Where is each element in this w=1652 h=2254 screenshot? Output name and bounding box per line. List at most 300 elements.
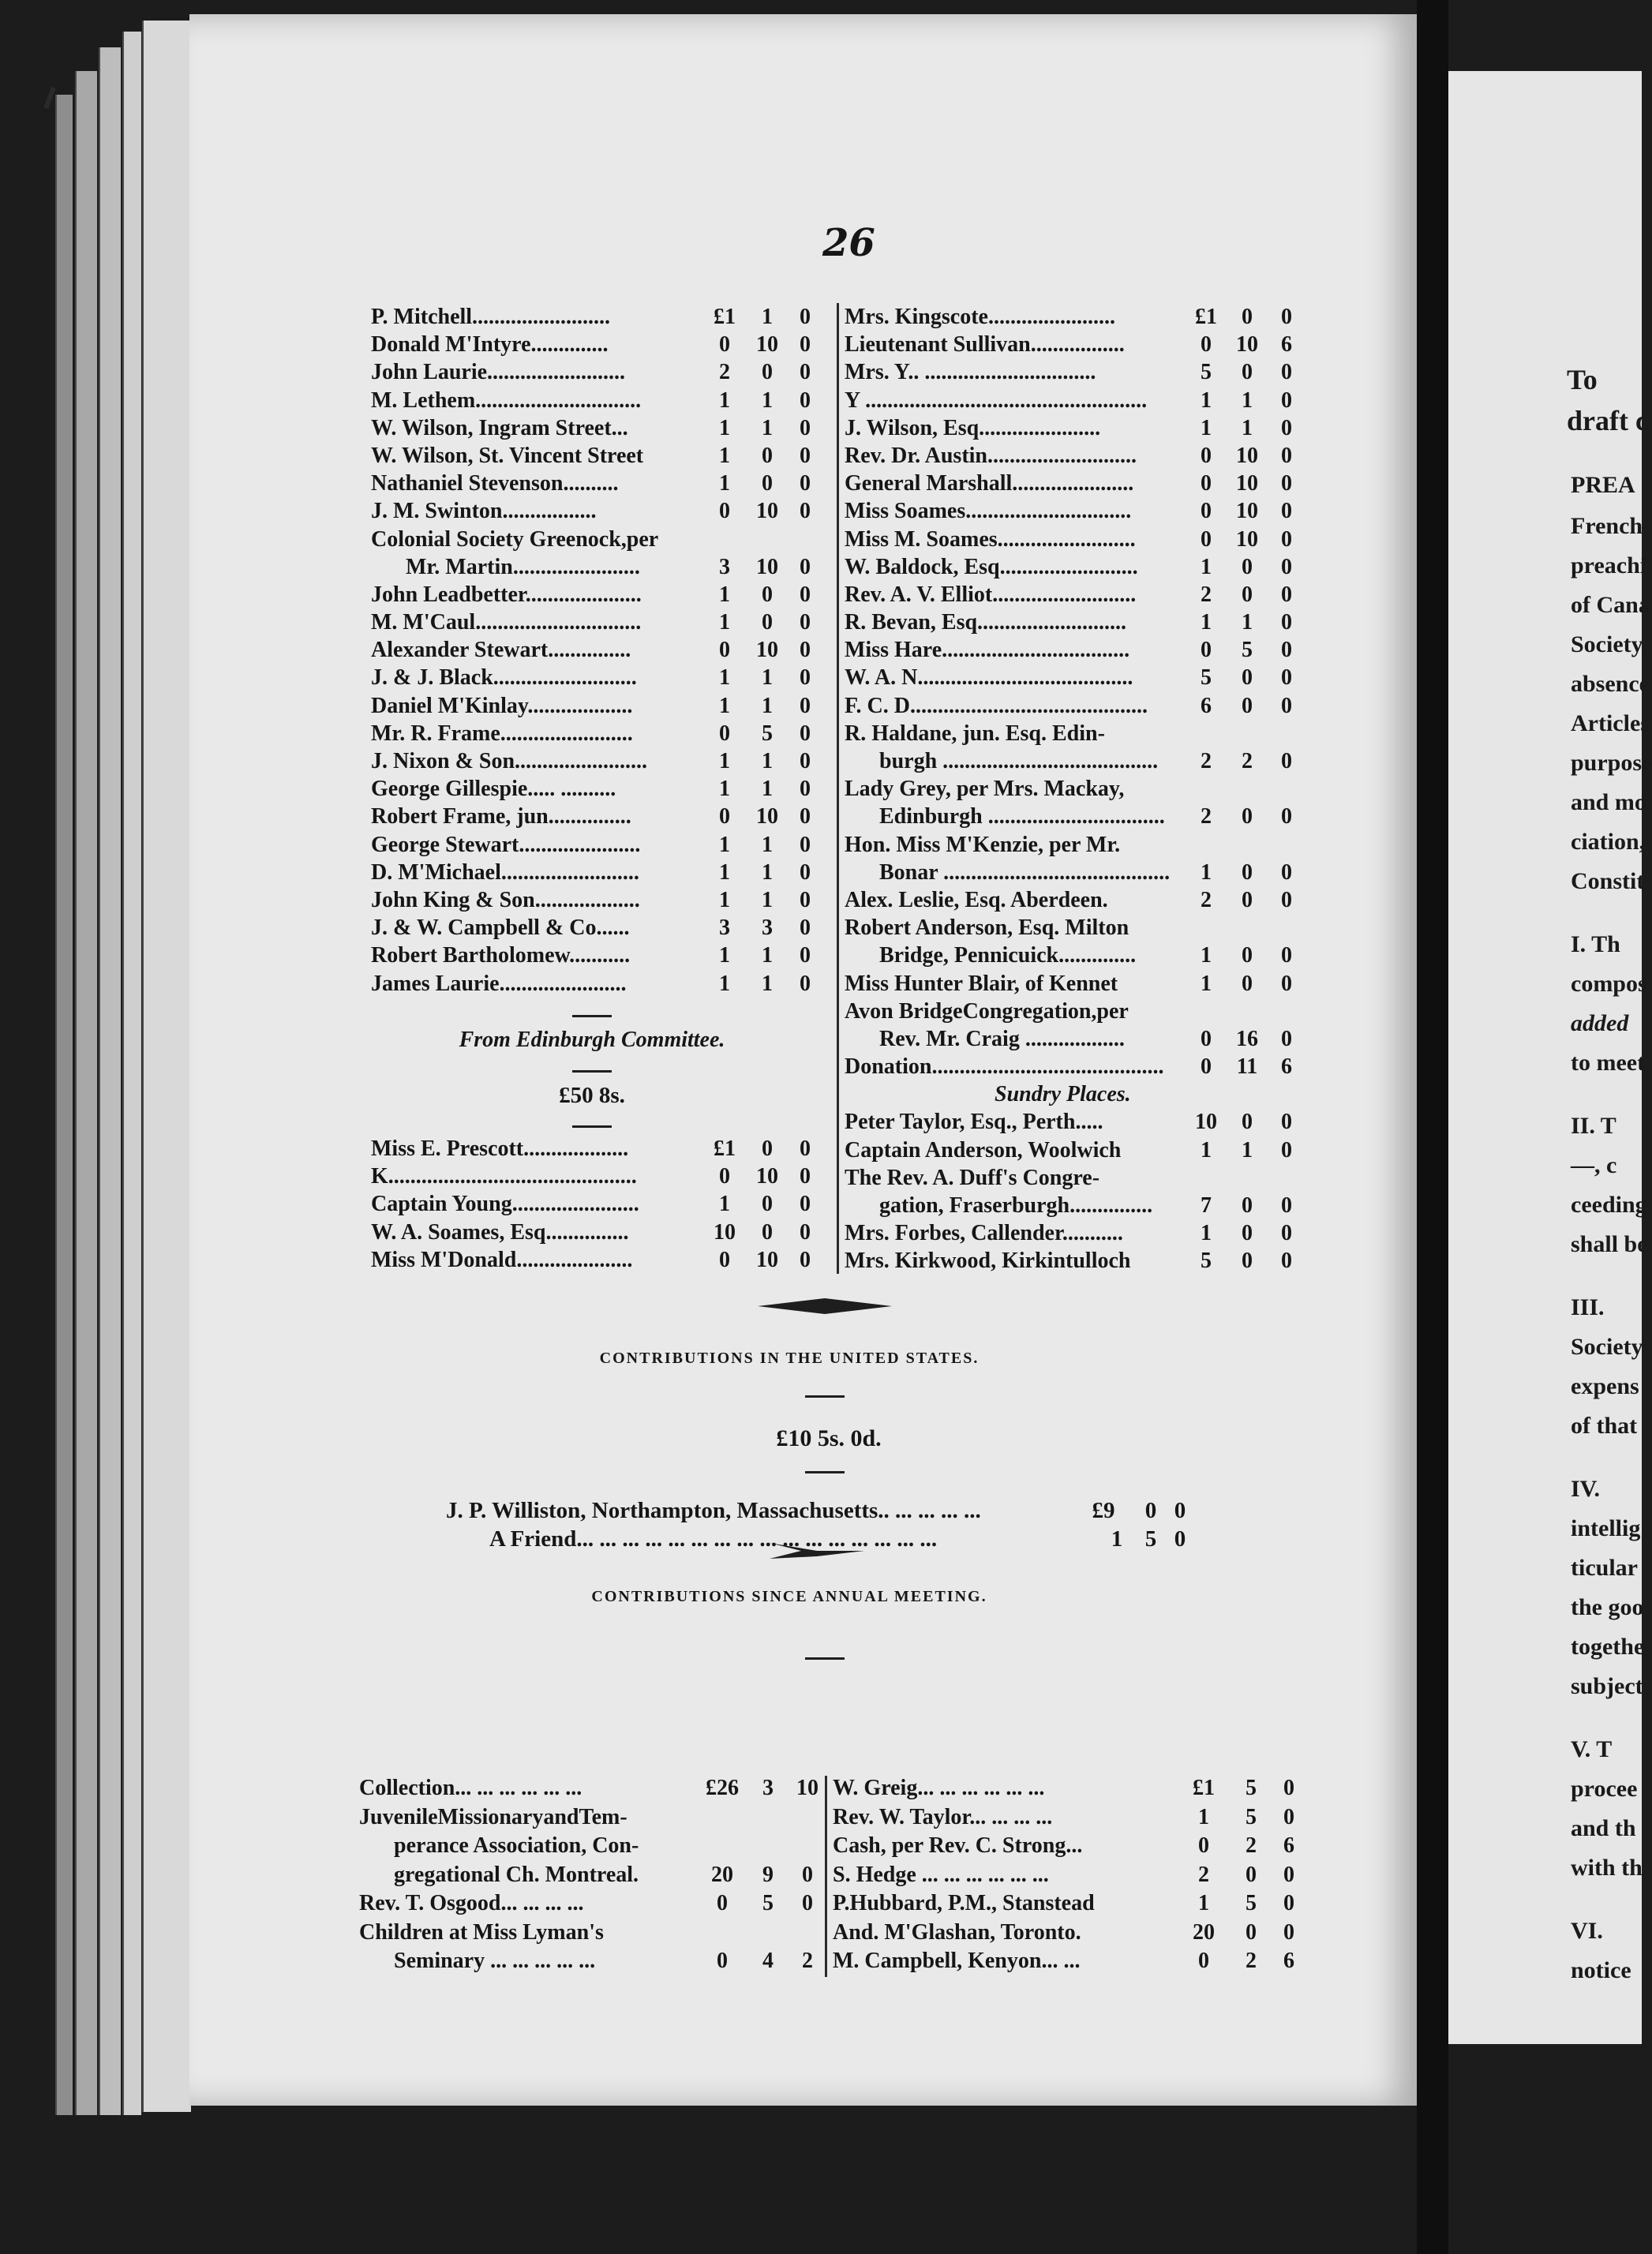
contribution-row bbox=[371, 859, 829, 886]
pence-amount: 0 bbox=[800, 1192, 811, 1217]
contribution-row bbox=[833, 1774, 1306, 1803]
shillings-amount: 0 bbox=[762, 1192, 773, 1217]
pence-amount: 0 bbox=[800, 305, 811, 329]
contribution-row bbox=[845, 553, 1310, 581]
pounds-amount: 0 bbox=[717, 1949, 728, 1973]
contribution-row bbox=[833, 1832, 1306, 1861]
shillings-amount: 10 bbox=[1236, 526, 1258, 552]
contribution-row bbox=[359, 1832, 825, 1861]
contribution-row bbox=[371, 831, 829, 859]
pence-amount: 0 bbox=[1283, 1862, 1294, 1887]
contribution-row bbox=[845, 914, 1310, 942]
pounds-amount: 3 bbox=[719, 915, 730, 941]
contributor-name: P. Mitchell......................... bbox=[371, 305, 611, 329]
shillings-amount: 0 bbox=[1242, 804, 1253, 829]
pence-amount: 0 bbox=[1281, 443, 1292, 468]
contributor-name: General Marshall...................... bbox=[845, 471, 1134, 496]
contribution-row bbox=[845, 414, 1310, 442]
contributor-name: J. Nixon & Son........................ bbox=[371, 749, 648, 773]
contributor-name: Daniel M'Kinlay................... bbox=[371, 693, 633, 718]
contribution-row bbox=[371, 1246, 829, 1274]
shillings-amount: 1 bbox=[762, 832, 773, 857]
shillings-amount: 0 bbox=[762, 443, 773, 468]
pence-amount: 0 bbox=[800, 554, 811, 579]
contribution-row bbox=[371, 1219, 829, 1246]
pence-amount: 6 bbox=[1281, 332, 1292, 358]
contributor-name: John Laurie......................... bbox=[371, 360, 626, 385]
contributor-name: M. Campbell, Kenyon... ... bbox=[833, 1949, 1081, 1973]
right-page-text-fragment: intellig bbox=[1571, 1515, 1641, 1541]
contribution-row bbox=[371, 358, 829, 386]
pence-amount: 0 bbox=[1281, 1026, 1292, 1051]
page-edge bbox=[122, 32, 141, 2115]
pence-amount: 0 bbox=[1281, 360, 1292, 385]
right-page-text-fragment: preachi bbox=[1571, 552, 1647, 578]
shillings-amount: 0 bbox=[1242, 1249, 1253, 1274]
contributor-name: Mrs. Y.. ............................... bbox=[845, 360, 1096, 385]
contribution-row bbox=[371, 1163, 829, 1190]
pence-amount: 0 bbox=[800, 832, 811, 857]
contribution-row bbox=[845, 1247, 1310, 1275]
contribution-row bbox=[845, 720, 1310, 747]
edinburgh-heading: From Edinburgh Committee. bbox=[459, 1028, 725, 1052]
contributor-name: Alex. Leslie, Esq. Aberdeen. bbox=[845, 887, 1108, 912]
contribution-row bbox=[359, 1889, 825, 1919]
right-page-text-fragment: IV. bbox=[1571, 1476, 1600, 1502]
shillings-amount: 10 bbox=[756, 1247, 778, 1272]
pounds-amount: 1 bbox=[719, 777, 730, 802]
pounds-amount: 0 bbox=[1201, 638, 1212, 663]
shillings-amount: 0 bbox=[1242, 1110, 1253, 1135]
contribution-row bbox=[845, 497, 1310, 525]
pounds-amount: 1 bbox=[1201, 859, 1212, 885]
pounds-amount: 1 bbox=[1111, 1526, 1123, 1552]
contributor-name: S. Hedge ... ... ... ... ... ... bbox=[833, 1862, 1049, 1887]
contributor-name: Captain Young....................... bbox=[371, 1192, 639, 1217]
contributor-name: J. Wilson, Esq...................... bbox=[845, 415, 1101, 440]
contributor-name: Rev. A. V. Elliot.......................... bbox=[845, 582, 1137, 607]
right-page-text-fragment: and th bbox=[1571, 1815, 1636, 1841]
shillings-amount: 9 bbox=[762, 1862, 774, 1887]
pence-amount: 0 bbox=[1281, 1221, 1292, 1246]
contribution-row bbox=[845, 608, 1310, 636]
pence-amount: 0 bbox=[800, 804, 811, 829]
pounds-amount: 2 bbox=[1201, 804, 1212, 829]
contributor-name: Miss E. Prescott................... bbox=[371, 1136, 629, 1161]
page-edge bbox=[99, 47, 121, 2115]
pence-amount: 0 bbox=[1281, 859, 1292, 885]
contributor-name: gation, Fraserburgh............... bbox=[879, 1193, 1153, 1218]
contributor-name: Hon. Miss M'Kenzie, per Mr. bbox=[845, 832, 1121, 857]
contribution-row bbox=[845, 942, 1310, 969]
contributor-name: W. Wilson, St. Vincent Street bbox=[371, 443, 644, 468]
edinburgh-list bbox=[371, 1135, 829, 1274]
pence-amount: 6 bbox=[1283, 1949, 1294, 1973]
shillings-amount: 1 bbox=[762, 415, 773, 440]
shillings-amount: 1 bbox=[762, 749, 773, 773]
shillings-amount: 5 bbox=[1144, 1526, 1157, 1552]
pence-amount: 0 bbox=[1281, 693, 1292, 718]
right-page-text-fragment: expens bbox=[1571, 1373, 1639, 1399]
pence-amount: 0 bbox=[1281, 415, 1292, 440]
shillings-amount: 1 bbox=[762, 887, 773, 912]
contributor-name: Robert Bartholomew........... bbox=[371, 943, 631, 968]
pounds-amount: 1 bbox=[1201, 388, 1212, 413]
contribution-row bbox=[845, 970, 1310, 998]
contributor-name: Donald M'Intyre.............. bbox=[371, 332, 609, 358]
page-edge bbox=[142, 21, 191, 2112]
contributor-name: Bonar ......................................... bbox=[879, 859, 1171, 885]
pence-amount: 0 bbox=[1281, 388, 1292, 413]
pounds-amount: 1 bbox=[1201, 610, 1212, 635]
since-meeting-heading: CONTRIBUTIONS SINCE ANNUAL MEETING. bbox=[591, 1588, 987, 1605]
shillings-amount: 0 bbox=[1144, 1498, 1157, 1523]
pounds-amount: 1 bbox=[1201, 1221, 1212, 1246]
pounds-amount: 1 bbox=[719, 859, 730, 885]
right-page-text-fragment: ticular bbox=[1571, 1555, 1638, 1581]
pounds-amount: 1 bbox=[719, 943, 730, 968]
pounds-amount: 1 bbox=[1201, 554, 1212, 579]
shillings-amount: 0 bbox=[1242, 1193, 1253, 1218]
contribution-row bbox=[845, 636, 1310, 664]
contributor-name: M. M'Caul.............................. bbox=[371, 610, 642, 635]
contributor-name: W. A. N....................................... bbox=[845, 665, 1133, 691]
pence-amount: 0 bbox=[1283, 1919, 1294, 1945]
contribution-row bbox=[371, 581, 829, 608]
right-page-text-fragment: Society bbox=[1571, 631, 1643, 657]
contribution-row bbox=[833, 1889, 1306, 1919]
contributor-name: Peter Taylor, Esq., Perth..... bbox=[845, 1110, 1103, 1135]
pence-amount: 0 bbox=[1281, 943, 1292, 968]
shillings-amount: 0 bbox=[1242, 582, 1253, 607]
right-page-text-fragment: subject bbox=[1571, 1673, 1643, 1699]
contribution-row bbox=[371, 414, 829, 442]
right-page-text-fragment: ceeding bbox=[1571, 1192, 1647, 1218]
shillings-amount: 0 bbox=[1242, 1221, 1253, 1246]
short-rule bbox=[572, 1070, 612, 1073]
pence-amount: 0 bbox=[800, 1164, 811, 1189]
right-page-text-fragment: ciation, bbox=[1571, 829, 1646, 855]
pounds-amount: 1 bbox=[1201, 943, 1212, 968]
pence-amount: 0 bbox=[1281, 1137, 1292, 1163]
pounds-amount: 3 bbox=[719, 554, 730, 579]
contributor-name: JuvenileMissionaryandTem- bbox=[359, 1804, 627, 1829]
shillings-amount: 1 bbox=[762, 943, 773, 968]
pounds-amount: 0 bbox=[719, 721, 730, 746]
contribution-row bbox=[371, 526, 829, 553]
shillings-amount: 1 bbox=[762, 388, 773, 413]
shillings-amount: 0 bbox=[1242, 665, 1253, 691]
contributor-name: Mrs. Forbes, Callender........... bbox=[845, 1221, 1123, 1246]
shillings-amount: 1 bbox=[1242, 1137, 1253, 1163]
contribution-row bbox=[845, 998, 1310, 1025]
page-number: 26 bbox=[822, 221, 875, 265]
right-page-text-fragment: of that bbox=[1571, 1413, 1638, 1439]
right-page-text-fragment: togethe bbox=[1571, 1634, 1645, 1660]
shillings-amount: 1 bbox=[1242, 388, 1253, 413]
right-page-text-fragment: French bbox=[1571, 513, 1643, 539]
contributor-name: Cash, per Rev. C. Strong... bbox=[833, 1833, 1083, 1858]
pounds-amount: 2 bbox=[1201, 582, 1212, 607]
contribution-row bbox=[845, 526, 1310, 553]
contribution-row bbox=[845, 442, 1310, 470]
contributor-name: Miss Hare.................................. bbox=[845, 638, 1130, 663]
pounds-amount: 0 bbox=[717, 1891, 728, 1915]
pence-amount: 0 bbox=[1281, 1249, 1292, 1274]
shillings-amount: 10 bbox=[756, 804, 778, 829]
right-page-text-fragment: absence bbox=[1571, 671, 1650, 697]
right-page-text-fragment: I. Th bbox=[1571, 931, 1620, 957]
pence-amount: 0 bbox=[1281, 971, 1292, 996]
pounds-amount: 10 bbox=[1195, 1110, 1217, 1135]
column-divider bbox=[837, 303, 839, 1274]
contribution-row bbox=[359, 1947, 825, 1976]
pounds-amount: 1 bbox=[719, 443, 730, 468]
pence-amount: 0 bbox=[1174, 1526, 1186, 1552]
pence-amount: 0 bbox=[800, 887, 811, 912]
pounds-amount: 0 bbox=[1201, 443, 1212, 468]
contribution-row bbox=[833, 1947, 1306, 1976]
contribution-row bbox=[371, 497, 829, 525]
pounds-amount: 1 bbox=[719, 415, 730, 440]
right-page-text-fragment: and mo bbox=[1571, 789, 1646, 815]
contributor-name: R. Haldane, jun. Esq. Edin- bbox=[845, 721, 1105, 746]
shillings-amount: 0 bbox=[762, 582, 773, 607]
right-page-text-fragment: Constit bbox=[1571, 868, 1645, 894]
contributor-name: Miss M'Donald..................... bbox=[371, 1247, 633, 1272]
contribution-row bbox=[371, 387, 829, 414]
contribution-row bbox=[845, 1053, 1310, 1080]
shillings-amount: 1 bbox=[762, 665, 773, 691]
contribution-row bbox=[371, 636, 829, 664]
shillings-amount: 10 bbox=[1236, 443, 1258, 468]
contribution-row bbox=[845, 831, 1310, 859]
since-meeting-right-list bbox=[833, 1774, 1306, 1976]
short-rule bbox=[572, 1015, 612, 1017]
pounds-amount: 0 bbox=[1198, 1833, 1209, 1858]
page-edge bbox=[55, 95, 73, 2115]
pounds-amount: 1 bbox=[719, 471, 730, 496]
contribution-row bbox=[371, 664, 829, 691]
contribution-row bbox=[845, 358, 1310, 386]
pounds-amount: £1 bbox=[714, 305, 736, 329]
pounds-amount: 0 bbox=[1201, 1054, 1212, 1080]
pounds-amount: 1 bbox=[719, 749, 730, 773]
pounds-amount: 1 bbox=[719, 832, 730, 857]
contribution-row bbox=[371, 303, 829, 331]
contributor-name: George Stewart...................... bbox=[371, 832, 641, 857]
contributor-name: Rev. Dr. Austin........................... bbox=[845, 443, 1137, 468]
pence-amount: 0 bbox=[1281, 665, 1292, 691]
pounds-amount: 1 bbox=[1198, 1804, 1209, 1829]
since-meeting-left-list bbox=[359, 1774, 825, 1976]
pence-amount: 0 bbox=[800, 971, 811, 996]
contribution-row bbox=[845, 1164, 1310, 1192]
edinburgh-total: £50 8s. bbox=[559, 1083, 625, 1108]
contributor-name: P.Hubbard, P.M., Stanstead bbox=[833, 1891, 1095, 1915]
pounds-amount: 1 bbox=[1201, 1137, 1212, 1163]
pence-amount: 6 bbox=[1281, 1054, 1292, 1080]
pounds-amount: 5 bbox=[1201, 1249, 1212, 1274]
pence-amount: 0 bbox=[1281, 526, 1292, 552]
shillings-amount: 0 bbox=[1242, 859, 1253, 885]
shillings-amount: 10 bbox=[1236, 471, 1258, 496]
shillings-amount: 1 bbox=[762, 305, 773, 329]
shillings-amount: 0 bbox=[1242, 971, 1253, 996]
contributor-name: gregational Ch. Montreal. bbox=[394, 1862, 639, 1887]
right-page-text-fragment: shall be bbox=[1571, 1231, 1648, 1257]
contribution-row bbox=[833, 1919, 1306, 1948]
contributor-name: Donation.......................................... bbox=[845, 1054, 1164, 1080]
contribution-row bbox=[371, 1190, 829, 1218]
right-page-text-fragment: of Cana bbox=[1571, 592, 1650, 618]
pence-amount: 0 bbox=[800, 1247, 811, 1272]
pounds-amount: 1 bbox=[1198, 1891, 1209, 1915]
pounds-amount: £1 bbox=[714, 1136, 736, 1161]
pounds-amount: 6 bbox=[1201, 693, 1212, 718]
contributor-name: Children at Miss Lyman's bbox=[359, 1919, 604, 1945]
contributor-name: W. Baldock, Esq......................... bbox=[845, 554, 1138, 579]
pounds-amount: 1 bbox=[1201, 415, 1212, 440]
pounds-amount: 1 bbox=[1201, 971, 1212, 996]
contributor-name: Seminary ... ... ... ... ... bbox=[394, 1949, 596, 1973]
contributor-name: Rev. W. Taylor... ... ... ... bbox=[833, 1804, 1053, 1829]
pence-amount: 0 bbox=[1281, 1110, 1292, 1135]
shillings-amount: 5 bbox=[762, 1891, 774, 1915]
right-page-text-fragment: VI. bbox=[1571, 1918, 1603, 1944]
pounds-amount: 0 bbox=[1201, 499, 1212, 524]
shillings-amount: 5 bbox=[1246, 1804, 1257, 1829]
contribution-row bbox=[371, 720, 829, 747]
pence-amount: 0 bbox=[800, 721, 811, 746]
pounds-amount: £9 bbox=[1092, 1498, 1115, 1523]
contributor-name: Collection... ... ... ... ... ... bbox=[359, 1776, 583, 1800]
pence-amount: 0 bbox=[802, 1862, 813, 1887]
contributor-name: John Leadbetter..................... bbox=[371, 582, 642, 607]
contribution-row bbox=[833, 1861, 1306, 1890]
pounds-amount: 1 bbox=[719, 1192, 730, 1217]
contribution-row bbox=[845, 803, 1310, 830]
pence-amount: 0 bbox=[800, 749, 811, 773]
contribution-row bbox=[845, 581, 1310, 608]
shillings-amount: 0 bbox=[1242, 943, 1253, 968]
contributor-name: Robert Anderson, Esq. Milton bbox=[845, 915, 1129, 941]
pence-amount: 0 bbox=[800, 638, 811, 663]
pounds-amount: 20 bbox=[1193, 1919, 1215, 1945]
contribution-row bbox=[845, 387, 1310, 414]
pounds-amount: 1 bbox=[719, 388, 730, 413]
pounds-amount: 0 bbox=[1201, 471, 1212, 496]
pence-amount: 0 bbox=[800, 693, 811, 718]
contribution-row bbox=[845, 886, 1310, 914]
short-rule bbox=[805, 1471, 845, 1473]
pounds-amount: 0 bbox=[719, 804, 730, 829]
contribution-row bbox=[371, 942, 829, 969]
pounds-amount: 5 bbox=[1201, 360, 1212, 385]
contributor-name: M. Lethem.............................. bbox=[371, 388, 642, 413]
contribution-row bbox=[371, 886, 829, 914]
contributor-name: F. C. D........................................... bbox=[845, 693, 1148, 718]
shillings-amount: 0 bbox=[762, 1136, 773, 1161]
pence-amount: 0 bbox=[1283, 1804, 1294, 1829]
pounds-amount: 10 bbox=[714, 1219, 736, 1245]
pence-amount: 0 bbox=[800, 859, 811, 885]
contribution-row bbox=[845, 470, 1310, 497]
pounds-amount: 0 bbox=[1201, 332, 1212, 358]
pounds-amount: 1 bbox=[719, 971, 730, 996]
contribution-row bbox=[371, 914, 829, 942]
right-page-text-fragment: V. T bbox=[1571, 1736, 1613, 1762]
shillings-amount: 10 bbox=[756, 499, 778, 524]
left-contributions-list bbox=[371, 303, 829, 998]
right-page-text-fragment: To bbox=[1567, 364, 1598, 395]
contribution-row bbox=[845, 1219, 1310, 1247]
right-page-text-fragment: III. bbox=[1571, 1294, 1605, 1320]
contributor-name: Mrs. Kirkwood, Kirkintulloch bbox=[845, 1249, 1131, 1274]
shillings-amount: 0 bbox=[762, 360, 773, 385]
pence-amount: 0 bbox=[800, 582, 811, 607]
margin-mark bbox=[43, 87, 55, 109]
contribution-row bbox=[359, 1803, 825, 1833]
contributor-name: Avon BridgeCongregation,per bbox=[845, 998, 1129, 1024]
shillings-amount: 5 bbox=[1246, 1891, 1257, 1915]
shillings-amount: 0 bbox=[762, 471, 773, 496]
contributor-name: Y ................................................... bbox=[845, 388, 1148, 413]
shillings-amount: 0 bbox=[762, 1219, 773, 1245]
pence-amount: 0 bbox=[800, 415, 811, 440]
contribution-row bbox=[371, 775, 829, 803]
shillings-amount: 10 bbox=[756, 554, 778, 579]
shillings-amount: 10 bbox=[756, 332, 778, 358]
shillings-amount: 5 bbox=[762, 721, 773, 746]
shillings-amount: 1 bbox=[1242, 415, 1253, 440]
pence-amount: 0 bbox=[1283, 1776, 1294, 1800]
contribution-row bbox=[845, 747, 1310, 775]
pence-amount: 0 bbox=[1283, 1891, 1294, 1915]
pence-amount: 0 bbox=[800, 915, 811, 941]
shillings-amount: 1 bbox=[762, 693, 773, 718]
shillings-amount: 10 bbox=[756, 1164, 778, 1189]
pounds-amount: 0 bbox=[1201, 526, 1212, 552]
shillings-amount: 2 bbox=[1246, 1833, 1257, 1858]
pence-amount: 0 bbox=[800, 499, 811, 524]
arrow-ornament-icon bbox=[770, 1539, 864, 1563]
contributor-name: Nathaniel Stevenson.......... bbox=[371, 471, 619, 496]
pounds-amount: 5 bbox=[1201, 665, 1212, 691]
contributor-name: R. Bevan, Esq........................... bbox=[845, 610, 1127, 635]
contributor-name: Alexander Stewart............... bbox=[371, 638, 631, 663]
pounds-amount: 0 bbox=[719, 1247, 730, 1272]
pounds-amount: 1 bbox=[719, 665, 730, 691]
right-page-text-fragment: notice bbox=[1571, 1957, 1631, 1983]
shillings-amount: 2 bbox=[1242, 749, 1253, 773]
contribution-row bbox=[845, 1136, 1310, 1164]
page-edge bbox=[75, 71, 97, 2115]
contributor-name: Mrs. Kingscote....................... bbox=[845, 305, 1115, 329]
pounds-amount: 2 bbox=[1201, 887, 1212, 912]
contribution-row bbox=[845, 1025, 1310, 1053]
pence-amount: 0 bbox=[800, 1219, 811, 1245]
contribution-row bbox=[371, 970, 829, 998]
contributor-name: Miss M. Soames......................... bbox=[845, 526, 1136, 552]
right-page-text-fragment: to meet bbox=[1571, 1050, 1646, 1076]
right-contributions-list bbox=[845, 303, 1310, 1275]
right-page-text-fragment: Articles bbox=[1571, 710, 1650, 736]
shillings-amount: 0 bbox=[1246, 1919, 1257, 1945]
pence-amount: 6 bbox=[1283, 1833, 1294, 1858]
contributor-name: D. M'Michael......................... bbox=[371, 859, 639, 885]
contributor-name: W. Greig... ... ... ... ... ... bbox=[833, 1776, 1045, 1800]
